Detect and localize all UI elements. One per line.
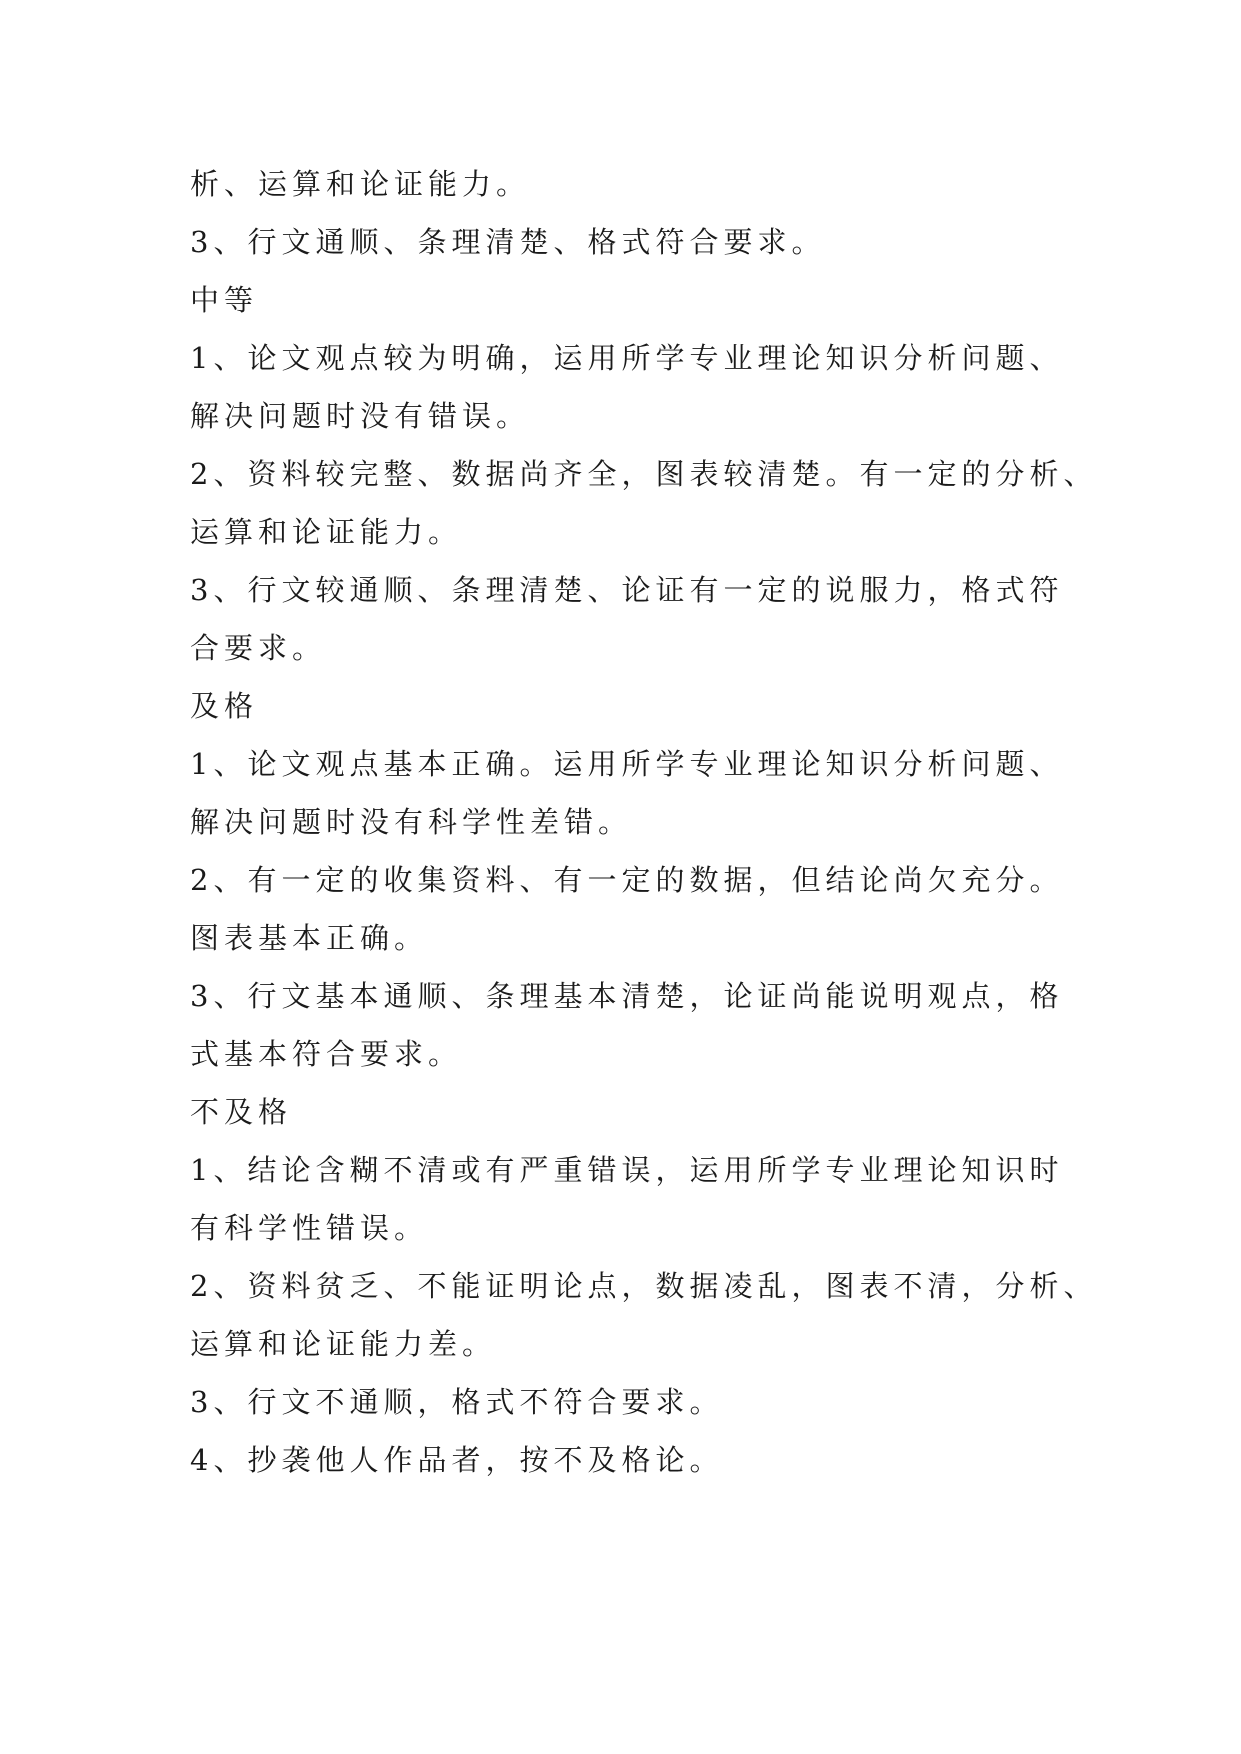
text-line: 3、行文基本通顺、条理基本清楚，论证尚能说明观点，格: [190, 979, 1064, 1013]
text-line: 2、有一定的收集资料、有一定的数据，但结论尚欠充分。: [190, 863, 1064, 897]
text-line: 有科学性错误。: [190, 1211, 429, 1245]
text-line: 1、论文观点基本正确。运用所学专业理论知识分析问题、: [190, 747, 1064, 781]
document-body: [190, 155, 1098, 1489]
text-line: 2、资料贫乏、不能证明论点，数据凌乱，图表不清，分析、: [190, 1269, 1098, 1303]
text-line: 解决问题时没有科学性差错。: [190, 805, 633, 839]
text-line: 3、行文不通顺，格式不符合要求。: [190, 1385, 724, 1419]
text-line: 2、资料较完整、数据尚齐全，图表较清楚。有一定的分析、: [190, 457, 1098, 491]
text-line: 析、运算和论证能力。: [190, 167, 531, 201]
text-line: 解决问题时没有错误。: [190, 399, 531, 433]
text-line: 运算和论证能力。: [190, 515, 463, 549]
text-line: 1、论文观点较为明确，运用所学专业理论知识分析问题、: [190, 341, 1064, 375]
text-line: 图表基本正确。: [190, 921, 429, 955]
grade-heading: 中等: [190, 283, 259, 317]
grade-heading: 及格: [190, 689, 259, 723]
text-line: 3、行文通顺、条理清楚、格式符合要求。: [190, 225, 826, 259]
text-line: 3、行文较通顺、条理清楚、论证有一定的说服力，格式符: [190, 573, 1064, 607]
grade-heading: 不及格: [190, 1095, 293, 1129]
text-line: 式基本符合要求。: [190, 1037, 463, 1071]
text-line: 运算和论证能力差。: [190, 1327, 497, 1361]
text-line: 合要求。: [190, 631, 327, 665]
text-line: 4、抄袭他人作品者，按不及格论。: [190, 1443, 724, 1477]
text-line: 1、结论含糊不清或有严重错误，运用所学专业理论知识时: [190, 1153, 1064, 1187]
